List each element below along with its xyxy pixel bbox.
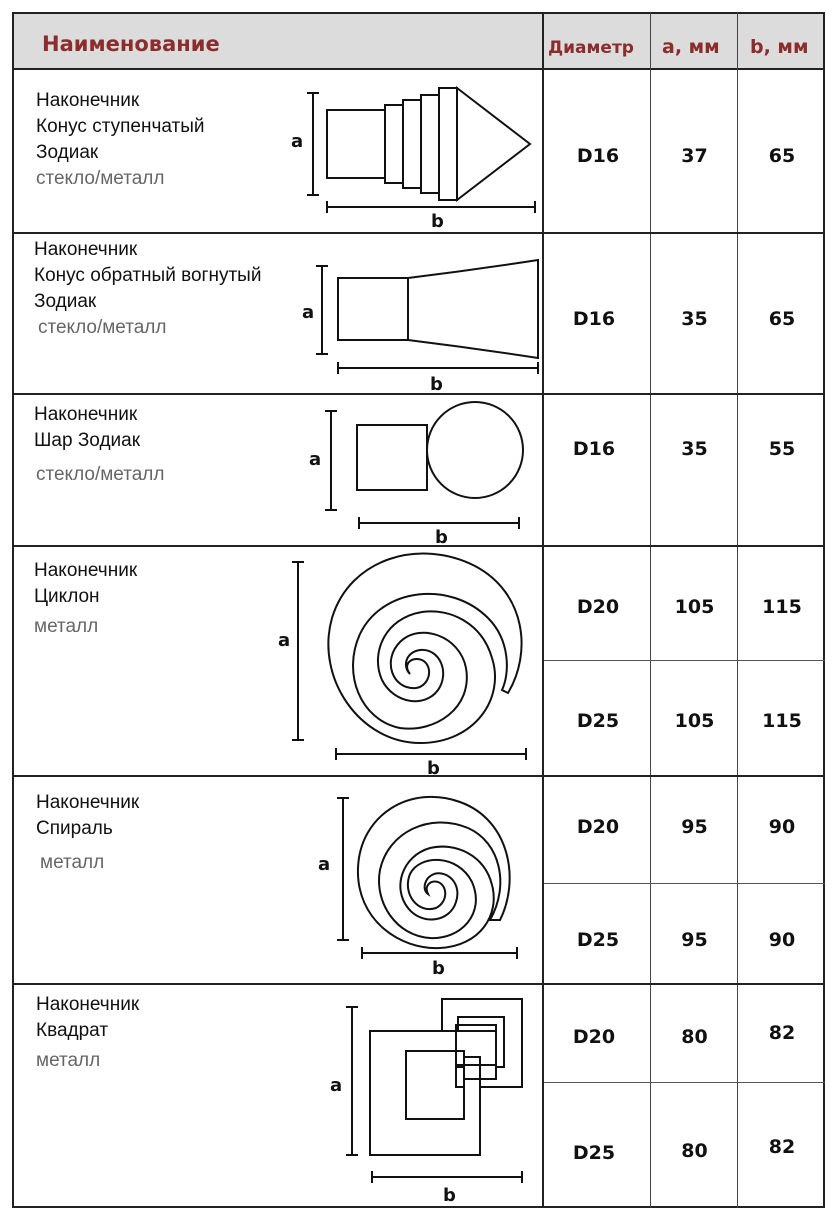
dimension-a-label: a	[330, 1075, 343, 1096]
header-diameter: Диаметр	[548, 38, 634, 58]
square-tip-drawing	[322, 995, 537, 1207]
sub-row-divider	[544, 1082, 825, 1083]
diameter-cell: D16	[572, 438, 616, 460]
a-value-cell: 80	[681, 1026, 708, 1048]
diameter-cell: D16	[576, 145, 620, 167]
product-subtitle: Квадрат	[36, 1020, 109, 1041]
dimension-a-label: a	[278, 630, 291, 651]
diameter-cell: D16	[572, 308, 616, 330]
product-title: Наконечник	[36, 994, 140, 1015]
product-subtitle-2: Зодиак	[36, 142, 99, 163]
row-divider	[12, 393, 825, 395]
row-divider	[12, 983, 825, 985]
row-divider	[12, 232, 825, 234]
dimension-a-label: a	[318, 854, 331, 875]
product-title: Наконечник	[36, 792, 140, 813]
b-value-cell: 115	[762, 710, 802, 732]
product-material: стекло/металл	[36, 168, 165, 189]
product-subtitle: Конус обратный вогнутый	[34, 265, 262, 286]
diameter-cell: D25	[572, 1142, 616, 1164]
b-value-cell: 65	[768, 308, 796, 330]
product-material: стекло/металл	[38, 317, 167, 338]
product-subtitle: Циклон	[34, 586, 100, 607]
column-divider-diameter	[650, 12, 651, 1208]
product-subtitle: Шар Зодиак	[34, 430, 141, 451]
product-subtitle: Конус ступенчатый	[36, 116, 205, 137]
spiral-tip-drawing	[310, 790, 535, 982]
product-name	[36, 88, 204, 192]
product-subtitle-2: Зодиак	[34, 291, 97, 312]
product-title: Наконечник	[34, 404, 138, 425]
row-divider	[12, 545, 825, 547]
dimension-a-label: a	[309, 449, 322, 470]
ball-tip-drawing	[305, 405, 535, 548]
product-title: Наконечник	[34, 239, 138, 260]
cyclone-tip-drawing	[270, 548, 540, 779]
b-value-cell: 90	[768, 816, 796, 838]
b-value-cell: 55	[768, 438, 796, 460]
diameter-cell: D25	[576, 929, 620, 951]
b-value-cell: 65	[768, 145, 796, 167]
diameter-cell: D20	[572, 1026, 616, 1048]
a-value-cell: 35	[681, 308, 708, 330]
a-value-cell: 105	[674, 710, 715, 732]
dimension-a-label: a	[302, 302, 315, 323]
b-value-cell: 82	[768, 1022, 796, 1044]
dimension-a-label: a	[291, 131, 304, 152]
product-name	[34, 402, 164, 488]
b-value-cell: 115	[762, 596, 802, 618]
product-name	[34, 558, 137, 640]
header-divider	[12, 68, 825, 70]
product-material: металл	[34, 616, 99, 637]
dimension-b-label: b	[430, 374, 443, 395]
reverse-cone-tip-drawing	[298, 258, 543, 393]
diameter-cell: D20	[576, 596, 620, 618]
a-value-cell: 80	[681, 1140, 708, 1162]
product-material: металл	[40, 852, 105, 873]
product-subtitle: Спираль	[36, 818, 113, 839]
header-name: Наименование	[42, 32, 220, 56]
dimension-b-label: b	[432, 958, 445, 979]
dimension-b-label: b	[435, 527, 448, 548]
product-material: стекло/металл	[36, 464, 165, 485]
diameter-cell: D20	[576, 816, 620, 838]
product-name	[36, 790, 139, 876]
dimension-b-label: b	[431, 211, 444, 232]
header-b: b, мм	[750, 36, 809, 58]
dimension-b-label: b	[427, 758, 440, 779]
header-a: a, мм	[662, 36, 720, 58]
column-divider-a	[737, 12, 738, 1208]
a-value-cell: 95	[681, 929, 708, 951]
a-value-cell: 105	[674, 596, 715, 618]
product-material: металл	[36, 1050, 101, 1071]
b-value-cell: 82	[768, 1136, 796, 1158]
sub-row-divider	[544, 883, 825, 884]
product-name	[34, 237, 261, 341]
product-title: Наконечник	[34, 560, 138, 581]
product-title: Наконечник	[36, 90, 140, 111]
diameter-cell: D25	[576, 710, 620, 732]
a-value-cell: 95	[681, 816, 708, 838]
dimension-b-label: b	[443, 1185, 456, 1206]
stepped-cone-tip-drawing	[285, 85, 540, 230]
b-value-cell: 90	[768, 929, 796, 951]
a-value-cell: 35	[681, 438, 708, 460]
sub-row-divider	[544, 660, 825, 661]
a-value-cell: 37	[681, 145, 708, 167]
product-name	[36, 992, 139, 1074]
